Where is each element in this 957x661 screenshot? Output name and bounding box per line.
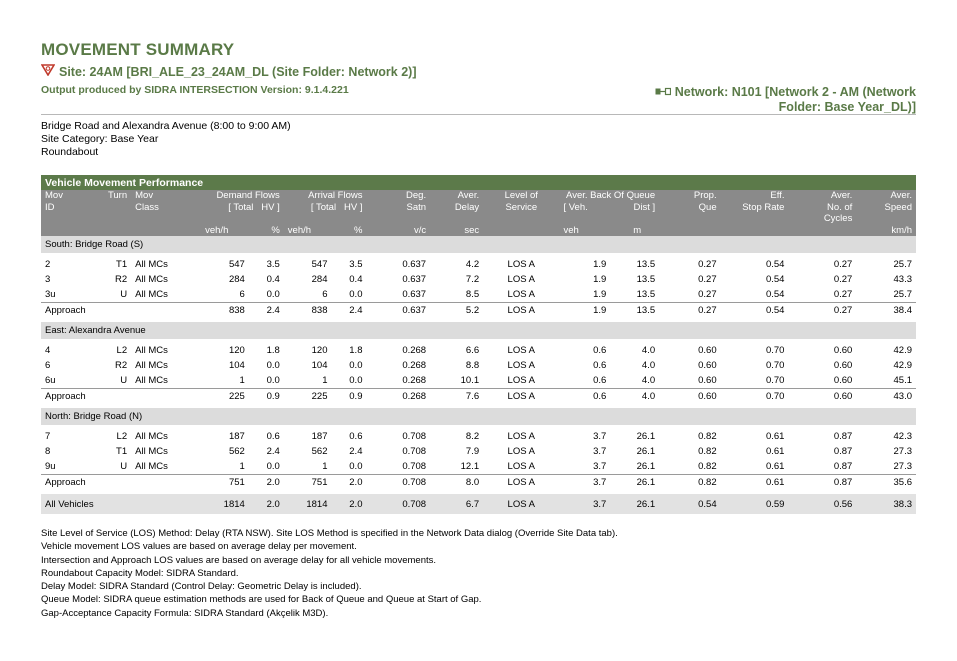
table-cell: 0.708 <box>366 494 430 514</box>
table-cell: 2.0 <box>249 475 284 491</box>
table-cell: 0.9 <box>332 389 367 405</box>
network-label-line2: Folder: Base Year_DL)] <box>778 100 916 115</box>
table-cell: 43.3 <box>893 274 912 285</box>
col-los: Level of Service <box>483 190 559 236</box>
approach-section-header <box>41 408 916 425</box>
table-cell: 0.54 <box>765 274 785 285</box>
table-header <box>41 190 916 236</box>
table-cell: 0.9 <box>249 389 284 405</box>
col-turn: Turn <box>93 190 131 236</box>
site-heading <box>41 64 417 79</box>
col-mov-id: Mov ID <box>41 190 93 236</box>
unit-deg: v/c <box>413 224 427 236</box>
table-cell: 0.87 <box>833 431 853 442</box>
table-cell: 0.27 <box>698 259 717 270</box>
note-line: Intersection and Approach LOS values are based on average delay for all vehicle movements. <box>41 554 437 566</box>
table-row <box>41 257 916 272</box>
table-cell: T1 <box>116 259 128 270</box>
table-cell: 8.2 <box>465 431 480 442</box>
table-cell: All MCs <box>135 431 168 442</box>
table-cell: Approach <box>41 475 201 491</box>
table-cell: 0.61 <box>765 461 785 472</box>
table-cell: 284 <box>228 274 245 285</box>
table-row <box>41 373 916 389</box>
table-cell: 0.6 <box>266 431 280 442</box>
table-cell: 120 <box>228 345 245 356</box>
table-cell: All MCs <box>135 274 168 285</box>
table-cell: 0.6 <box>559 389 610 405</box>
table-cell: 0.87 <box>833 461 853 472</box>
table-cell: 25.7 <box>893 259 912 270</box>
table-cell: 0.27 <box>659 303 721 319</box>
table-cell: 0.6 <box>349 431 363 442</box>
table-cell: 0.54 <box>659 494 721 514</box>
table-cell: 0.27 <box>788 303 856 319</box>
table-cell: 5.2 <box>430 303 483 319</box>
table-cell: 562 <box>311 446 328 457</box>
vehicle-movement-table <box>41 175 916 514</box>
network-heading <box>616 85 916 115</box>
table-cell: 26.1 <box>636 446 656 457</box>
table-cell: 1 <box>239 461 245 472</box>
table-cell: 104 <box>228 360 245 371</box>
table-cell: 1.9 <box>593 289 607 300</box>
table-cell: LOS A <box>507 360 536 371</box>
table-cell: 0.70 <box>765 360 785 371</box>
table-cell: L2 <box>116 345 128 356</box>
table-row <box>41 343 916 358</box>
table-cell: 1814 <box>284 494 332 514</box>
table-cell: LOS A <box>507 375 536 386</box>
table-cell: 120 <box>311 345 328 356</box>
table-cell: 3.5 <box>266 259 280 270</box>
table-cell: LOS A <box>507 431 536 442</box>
table-cell: 13.5 <box>610 303 659 319</box>
table-cell: 0.268 <box>402 360 427 371</box>
table-cell: 38.3 <box>856 494 916 514</box>
table-cell: 3.5 <box>349 259 363 270</box>
table-cell: 0.87 <box>788 475 856 491</box>
table-cell: LOS A <box>483 389 559 405</box>
table-cell: 2 <box>45 259 51 270</box>
note-line: Roundabout Capacity Model: SIDRA Standard. <box>41 567 239 579</box>
table-row <box>41 272 916 287</box>
table-cell: 4.0 <box>641 375 656 386</box>
table-cell: 26.1 <box>610 475 659 491</box>
report-notes <box>41 527 618 620</box>
table-cell: 0.268 <box>366 389 430 405</box>
table-cell: 25.7 <box>893 289 912 300</box>
note-line: Site Level of Service (LOS) Method: Delay (RTA NSW). Site LOS Method is specified in the Network Data dialog (Override Site Data tab). <box>41 528 618 539</box>
table-row <box>41 459 916 475</box>
table-cell: All MCs <box>135 375 168 386</box>
table-cell: LOS A <box>483 494 559 514</box>
col-prop-que: Prop. Que <box>659 190 721 236</box>
table-cell: 0.0 <box>266 461 280 472</box>
col-back-of-queue: Aver. Back Of Queue [ Veh. Dist ] veh m <box>559 190 659 236</box>
table-cell: 0.70 <box>765 345 785 356</box>
table-cell: 1 <box>322 375 328 386</box>
network-label-line1: Network: N101 [Network 2 - AM (Network <box>674 85 916 99</box>
col-aver-delay: Aver. Delay sec <box>430 190 483 236</box>
table-cell: 42.9 <box>893 345 912 356</box>
table-cell: 45.1 <box>893 375 912 386</box>
table-cell: All MCs <box>135 259 168 270</box>
table-cell: 0.268 <box>402 375 427 386</box>
table-cell: 0.82 <box>698 446 717 457</box>
table-cell: Approach <box>41 389 201 405</box>
table-cell: 0.27 <box>833 274 853 285</box>
table-cell: 0.27 <box>833 289 853 300</box>
table-row <box>41 287 916 303</box>
col-no-cycles: Aver. No. of Cycles <box>788 190 856 236</box>
section-title: North: Bridge Road (N) <box>41 408 916 425</box>
unit-demand-hv: % <box>271 224 280 236</box>
site-location: Bridge Road and Alexandra Avenue (8:00 to 9:00 AM) <box>41 120 291 132</box>
table-cell: 1.9 <box>593 259 607 270</box>
table-cell: 751 <box>284 475 332 491</box>
table-cell: Approach <box>41 303 201 319</box>
approach-row <box>41 303 916 319</box>
table-cell: 35.6 <box>856 475 916 491</box>
table-cell: 0.0 <box>349 375 363 386</box>
table-cell: All Vehicles <box>41 494 201 514</box>
table-cell: 104 <box>311 360 328 371</box>
table-cell: 1.8 <box>266 345 280 356</box>
table-cell: 2.4 <box>349 446 363 457</box>
col-deg-satn: Deg. Satn v/c <box>366 190 430 236</box>
table-cell: 0.60 <box>698 360 717 371</box>
table-cell: LOS A <box>507 289 536 300</box>
table-cell: 0.0 <box>266 289 280 300</box>
table-cell: 0.637 <box>402 259 427 270</box>
table-cell: 42.9 <box>893 360 912 371</box>
table-cell: 0.70 <box>765 375 785 386</box>
site-info <box>41 120 291 159</box>
table-cell: 0.0 <box>349 461 363 472</box>
unit-arrival-total: veh/h <box>287 224 312 236</box>
table-cell: L2 <box>116 431 128 442</box>
col-eff-stop-rate: Eff. Stop Rate <box>721 190 789 236</box>
table-row <box>41 358 916 373</box>
table-cell: LOS A <box>483 475 559 491</box>
table-cell: 0.27 <box>833 259 853 270</box>
table-cell: 284 <box>311 274 328 285</box>
table-cell: 0.708 <box>402 461 427 472</box>
table-cell: 0.0 <box>266 375 280 386</box>
note-line: Queue Model: SIDRA queue estimation methods are used for Back of Queue and Queue at Start of Gap. <box>41 594 482 606</box>
unit-demand-total: veh/h <box>205 224 229 236</box>
table-cell: 26.1 <box>636 431 656 442</box>
table-cell: U <box>120 461 128 472</box>
table-cell: 0.27 <box>698 274 717 285</box>
table-cell: 38.4 <box>856 303 916 319</box>
table-cell: 0.54 <box>765 289 785 300</box>
table-cell: All MCs <box>135 446 168 457</box>
table-cell: 0.87 <box>833 446 853 457</box>
table-cell: All MCs <box>135 461 168 472</box>
table-row <box>41 444 916 459</box>
output-version: Output produced by SIDRA INTERSECTION Version: 9.1.4.221 <box>41 84 349 96</box>
table-cell: 3.7 <box>593 446 607 457</box>
approach-row <box>41 389 916 405</box>
approach-row <box>41 475 916 491</box>
col-aver-speed: Aver. Speed km/h <box>856 190 916 236</box>
table-cell: 0.60 <box>698 345 717 356</box>
table-cell: R2 <box>114 274 128 285</box>
table-row <box>41 429 916 444</box>
table-cell: 13.5 <box>636 274 656 285</box>
table-cell: 547 <box>311 259 328 270</box>
table-cell: 7.2 <box>465 274 480 285</box>
table-cell: 0.6 <box>593 375 607 386</box>
table-cell: 3.7 <box>593 431 607 442</box>
table-cell: 4 <box>45 345 51 356</box>
table-cell: 0.637 <box>402 274 427 285</box>
table-cell: 751 <box>201 475 249 491</box>
table-cell: 3.7 <box>593 461 607 472</box>
table-cell: U <box>120 289 128 300</box>
table-cell: 0.70 <box>721 389 789 405</box>
unit-delay: sec <box>464 224 480 236</box>
table-cell: 0.60 <box>659 389 721 405</box>
table-cell: 838 <box>284 303 332 319</box>
table-cell: 0.708 <box>366 475 430 491</box>
table-cell: 0.6 <box>593 360 607 371</box>
header-divider <box>41 114 916 115</box>
col-demand-flows: Demand Flows [ Total HV ] veh/h % <box>201 190 284 236</box>
table-cell: 0.60 <box>833 375 853 386</box>
section-title: East: Alexandra Avenue <box>41 322 916 339</box>
table-cell: 4.0 <box>641 360 656 371</box>
table-cell: 4.0 <box>610 389 659 405</box>
table-cell: All MCs <box>135 289 168 300</box>
table-cell: 0.637 <box>366 303 430 319</box>
table-cell: 42.3 <box>893 431 912 442</box>
table-cell: 0.60 <box>833 345 853 356</box>
table-cell: 7.6 <box>430 389 483 405</box>
table-cell: 6.6 <box>465 345 480 356</box>
approach-section-header <box>41 236 916 253</box>
table-cell: All MCs <box>135 360 168 371</box>
table-cell: 0.4 <box>266 274 280 285</box>
table-cell: 0.0 <box>349 289 363 300</box>
table-cell: 13.5 <box>636 259 656 270</box>
table-cell: 0.268 <box>402 345 427 356</box>
table-cell: 3.7 <box>559 475 610 491</box>
table-cell: 187 <box>311 431 328 442</box>
table-cell: 0.61 <box>765 431 785 442</box>
table-cell: 3u <box>45 289 56 300</box>
table-cell: 0.27 <box>698 289 717 300</box>
table-cell: 10.1 <box>460 375 480 386</box>
unit-veh: veh <box>563 224 579 236</box>
table-cell: LOS A <box>507 345 536 356</box>
table-cell: 225 <box>201 389 249 405</box>
all-vehicles-row <box>41 494 916 514</box>
table-cell: 43.0 <box>856 389 916 405</box>
table-cell: 0.0 <box>266 360 280 371</box>
section-title: South: Bridge Road (S) <box>41 236 916 253</box>
site-category: Site Category: Base Year <box>41 133 159 145</box>
table-cell: 3.7 <box>559 494 610 514</box>
table-cell: 26.1 <box>610 494 659 514</box>
table-cell: 12.1 <box>460 461 480 472</box>
table-cell: 1814 <box>201 494 249 514</box>
table-cell: T1 <box>116 446 128 457</box>
table-cell: 0.0 <box>349 360 363 371</box>
site-type: Roundabout <box>41 146 99 158</box>
note-line: Vehicle movement LOS values are based on average delay per movement. <box>41 541 357 553</box>
table-cell: 0.82 <box>698 431 717 442</box>
table-cell: 7.9 <box>465 446 480 457</box>
site-label: Site: 24AM [BRI_ALE_23_24AM_DL (Site Folder: Network 2)] <box>59 64 417 79</box>
table-cell: 0.60 <box>833 360 853 371</box>
table-cell: 547 <box>228 259 245 270</box>
table-cell: 225 <box>284 389 332 405</box>
table-cell: 6 <box>322 289 328 300</box>
table-cell: 7 <box>45 431 51 442</box>
table-cell: 0.708 <box>402 446 427 457</box>
table-cell: 0.60 <box>788 389 856 405</box>
table-cell: LOS A <box>483 303 559 319</box>
table-cell: 27.3 <box>893 461 912 472</box>
table-cell: 27.3 <box>893 446 912 457</box>
table-cell: All MCs <box>135 345 168 356</box>
table-cell: 2.0 <box>332 494 367 514</box>
table-cell: 8.0 <box>430 475 483 491</box>
table-cell: 0.4 <box>349 274 363 285</box>
table-cell: 2.0 <box>249 494 284 514</box>
table-title: Vehicle Movement Performance <box>41 175 916 190</box>
table-cell: 3 <box>45 274 51 285</box>
table-cell: 1.9 <box>593 274 607 285</box>
table-cell: 8 <box>45 446 51 457</box>
table-cell: 0.61 <box>765 446 785 457</box>
table-cell: 0.708 <box>402 431 427 442</box>
table-cell: 4.0 <box>641 345 656 356</box>
approach-section-header <box>41 322 916 339</box>
table-cell: 8.5 <box>465 289 480 300</box>
table-cell: R2 <box>114 360 128 371</box>
table-cell: 8.8 <box>465 360 480 371</box>
table-cell: 187 <box>228 431 245 442</box>
table-cell: 0.82 <box>698 461 717 472</box>
page-title: MOVEMENT SUMMARY <box>41 40 235 59</box>
unit-arrival-hv: % <box>354 224 363 236</box>
unit-speed: km/h <box>891 224 912 236</box>
table-cell: 0.60 <box>698 375 717 386</box>
table-cell: 1.9 <box>559 303 610 319</box>
unit-dist: m <box>633 224 642 236</box>
table-cell: 9u <box>45 461 56 472</box>
table-cell: 26.1 <box>636 461 656 472</box>
table-cell: LOS A <box>507 446 536 457</box>
table-cell: LOS A <box>507 274 536 285</box>
table-cell: LOS A <box>507 461 536 472</box>
table-cell: 1 <box>322 461 328 472</box>
table-cell: 0.82 <box>659 475 721 491</box>
network-icon <box>655 85 671 100</box>
table-cell: 0.54 <box>721 303 789 319</box>
table-cell: 0.54 <box>765 259 785 270</box>
table-cell: 2.4 <box>249 303 284 319</box>
roundabout-site-icon <box>41 64 55 79</box>
table-cell: 2.4 <box>266 446 280 457</box>
table-cell: 6 <box>239 289 245 300</box>
col-mov-class: Mov Class <box>131 190 201 236</box>
table-cell: LOS A <box>507 259 536 270</box>
table-cell: U <box>120 375 128 386</box>
table-cell: 0.56 <box>788 494 856 514</box>
table-cell: 1 <box>239 375 245 386</box>
note-line: Gap-Acceptance Capacity Formula: SIDRA Standard (Akçelik M3D). <box>41 607 329 619</box>
note-line: Delay Model: SIDRA Standard (Control Delay: Geometric Delay is included). <box>41 581 362 593</box>
table-cell: 838 <box>201 303 249 319</box>
table-cell: 0.637 <box>402 289 427 300</box>
table-cell: 6.7 <box>430 494 483 514</box>
table-cell: 6u <box>45 375 56 386</box>
table-cell: 6 <box>45 360 51 371</box>
table-cell: 0.59 <box>721 494 789 514</box>
table-cell: 1.8 <box>349 345 363 356</box>
table-cell: 13.5 <box>636 289 656 300</box>
table-cell: 562 <box>228 446 245 457</box>
table-cell: 2.4 <box>332 303 367 319</box>
table-cell: 4.2 <box>465 259 480 270</box>
table-cell: 0.61 <box>721 475 789 491</box>
table-cell: 2.0 <box>332 475 367 491</box>
col-arrival-flows: Arrival Flows [ Total HV ] veh/h % <box>284 190 367 236</box>
table-cell: 0.6 <box>593 345 607 356</box>
